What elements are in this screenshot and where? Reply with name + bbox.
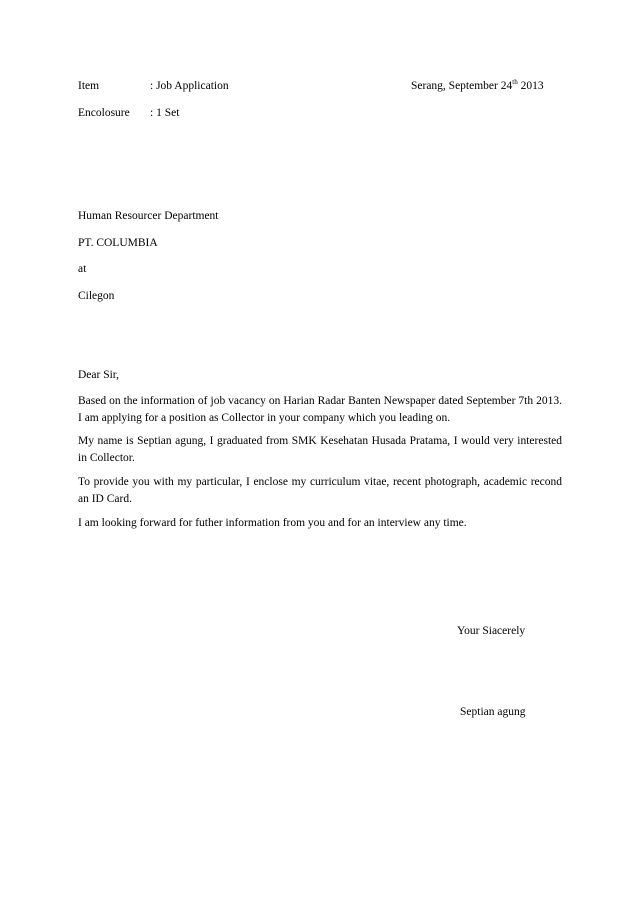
letter-date [411,78,544,94]
recipient-department: Human Resourcer Department [78,210,219,222]
date-prefix: Serang, September 24 [411,80,513,92]
body-paragraph: To provide you with my particular, I enclose my curriculum vitae, recent photograph, academic recond an ID Card. [78,476,562,505]
body-paragraph: My name is Septian agung, I graduated from SMK Kesehatan Husada Pratama, I would very interested in Collector. [78,435,562,464]
valediction: Your Siacerely [457,625,526,637]
date-year: 2013 [517,80,544,92]
body-paragraph: I am looking forward for futher information from you and for an interview any time. [78,517,467,529]
salutation: Dear Sir, [78,369,120,381]
signature-name: Septian agung [460,706,526,718]
recipient-at: at [78,263,87,275]
enclosure-label: Encolosure [78,107,130,119]
recipient-city: Cilegon [78,290,115,302]
body-paragraph: Based on the information of job vacancy on Harian Radar Banten Newspaper dated September 7th 2013. I am applying for a position as Collector in your company which you leading on. [78,395,562,424]
item-value: : Job Application [150,80,229,92]
date-suffix: th [512,78,518,87]
item-label: Item [78,80,100,92]
enclosure-value: : 1 Set [150,107,180,119]
recipient-company: PT. COLUMBIA [78,237,158,249]
